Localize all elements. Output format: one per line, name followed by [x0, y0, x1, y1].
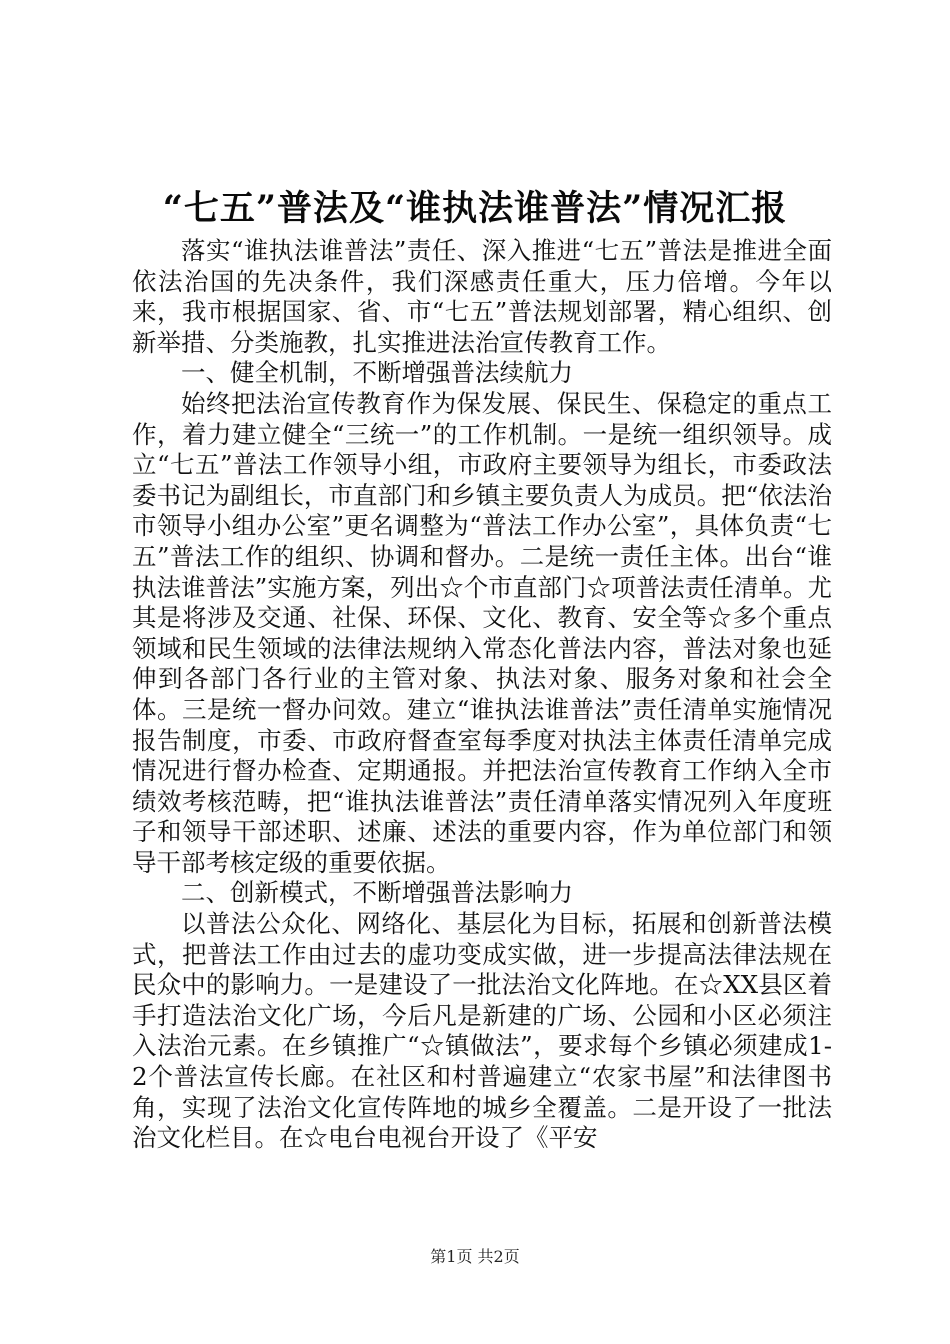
document-body — [132, 236, 832, 1154]
section-heading-2: 二、创新模式，不断增强普法影响力 — [181, 878, 573, 908]
page-footer: 第1页 共2页 — [430, 1247, 520, 1266]
intro-paragraph: 落实“谁执法谁普法”责任、深入推进“七五”普法是推进全面依法治国的先决条件，我们深感责任重大，压力倍增。今年以来，我市根据国家、省、市“七五”普法规划部署，精心组织、创新举措、分类施教，扎实推进法治宣传教育工作。 — [132, 236, 832, 357]
section-1-paragraph: 始终把法治宣传教育作为保发展、保民生、保稳定的重点工作，着力建立健全“三统一”的工作机制。一是统一组织领导。成立“七五”普法工作领导小组，市政府主要领导为组长，市委政法委书记为副组长，市直部门和乡镇主要负责人为成员。把“依法治市领导小组办公室”更名调整为“普法工作办公室”，具体负责“七五”普法工作的组织、协调和督办。二是统一责任主体。出台“谁执法谁普法”实施方案，列出☆个市直部门☆项普法责任清单。尤其是将涉及交通、社保、环保、文化、教育、安全等☆多个重点领域和民生领域的法律法规纳入常态化普法内容，普法对象也延伸到各部门各行业的主管对象、执法对象、服务对象和社会全体。三是统一督办问效。建立“谁执法谁普法”责任清单实施情况报告制度，市委、市政府督查室每季度对执法主体责任清单完成情况进行督办检查、定期通报。并把法治宣传教育工作纳入全市绩效考核范畴，把“谁执法谁普法”责任清单落实情况列入年度班子和领导干部述职、述廉、述法的重要内容，作为单位部门和领导干部考核定级的重要依据。 — [132, 388, 832, 877]
section-2-paragraph: 以普法公众化、网络化、基层化为目标，拓展和创新普法模式，把普法工作由过去的虚功变成实做，进一步提高法律法规在民众中的影响力。一是建设了一批法治文化阵地。在☆XX县区着手打造法治文化广场，今后凡是新建的广场、公园和小区必须注入法治元素。在乡镇推广“☆镇做法”，要求每个乡镇必须建成1-2个普法宣传长廊。在社区和村普遍建立“农家书屋”和法律图书角，实现了法治文化宣传阵地的城乡全覆盖。二是开设了一批法治文化栏目。在☆电台电视台开设了《平安 — [132, 909, 832, 1153]
section-heading-1: 一、健全机制，不断增强普法续航力 — [181, 358, 573, 388]
document-title: “七五”普法及“谁执法谁普法”情况汇报 — [162, 188, 788, 229]
